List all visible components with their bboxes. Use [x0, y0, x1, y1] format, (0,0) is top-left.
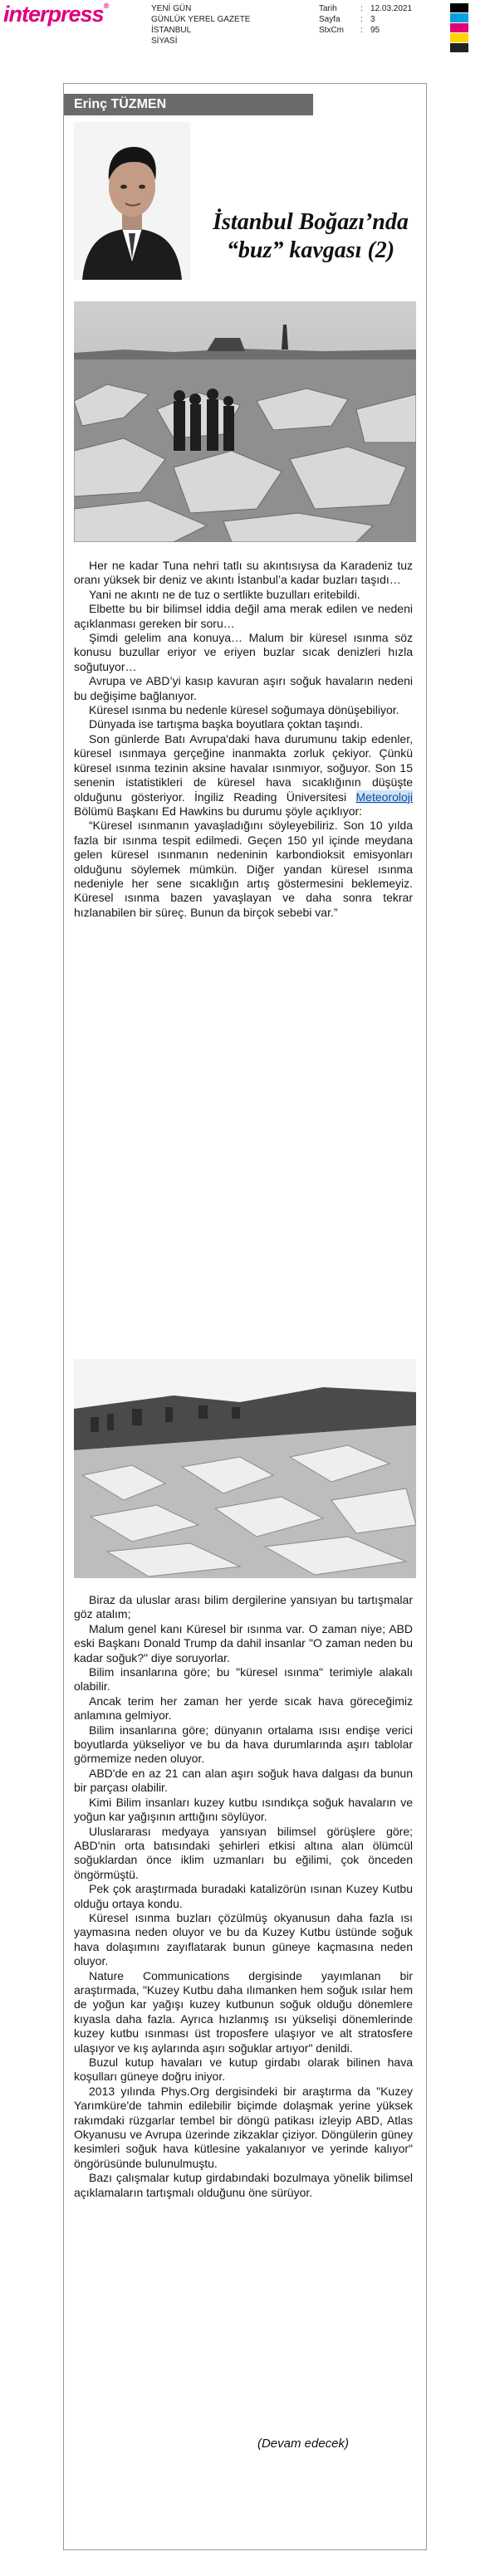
meta-row-date: Tarih : 12.03.2021 — [319, 4, 413, 13]
author-portrait — [74, 122, 190, 280]
color-swatch-strip — [450, 3, 468, 51]
publication-type: GÜNLÜK YEREL GAZETE — [151, 15, 251, 24]
title-line-2: “buz” kavgası (2) — [226, 237, 395, 263]
frozen-bosphorus-photo — [74, 301, 416, 542]
paragraph: Malum genel kanı Küresel bir ısınma var. O zaman niye; ABD eski Başkanı Donald Trump da dahil insanlar "O zaman neden bu kadar soğuk?" diye soruyorlar. — [74, 1621, 413, 1664]
paragraph: Şimdi gelelim ana konuya… Malum bir küresel ısınma söz konusu buzullar eriyor ve eriyen buzlar sıcak denizleri hızla soğutuyor… — [74, 631, 413, 673]
highlighted-term: Meteoroloji — [355, 789, 413, 804]
meta-value: 95 — [370, 26, 380, 35]
article-body-part-1 — [74, 559, 413, 920]
paragraph: Her ne kadar Tuna nehri tatlı su akıntısıysa da Karadeniz tuz oranı yüksek bir deniz ve akıntı İstanbul’a kadar buzları taşıdı… — [74, 559, 413, 587]
swatch-magenta — [450, 23, 468, 32]
swatch-cyan — [450, 13, 468, 22]
paragraph-with-highlight — [74, 732, 413, 819]
brand-mark: ® — [103, 2, 109, 10]
frozen-shore-photo — [74, 1359, 416, 1578]
author-bar — [64, 94, 313, 115]
paragraph: Bilim insanlarına göre; dünyanın ortalama ısısı endişe verici boyutlarda yükseliyor ve bu da hava durumlarında aşırı tablolar görmemize neden oluyor. — [74, 1723, 413, 1766]
paragraph: Avrupa ve ABD’yi kasıp kavuran aşırı soğuk havaların nedeni bu değişime bağlanıyor. — [74, 674, 413, 702]
paragraph: Bilim insanlarına göre; bu "küresel ısınma" terimiyle alakalı olabilir. — [74, 1665, 413, 1694]
paragraph-text: Son günlerde Batı Avrupa'daki hava durumunu takip edenler, küresel ısınmaya gerçeğine inanmakta zorluk çekiyor. Çünkü küresel ısınma tezinin aksine havalar ısınmıyor, soğuyor. Son 15 senenin istatistikleri de küresel hava sıcaklığının düşüşte olduğunu gösteriyor. İngiliz Reading Üniversitesi — [74, 731, 413, 804]
meta-label: Sayfa — [319, 15, 341, 24]
paragraph: Bazı çalışmalar kutup girdabındaki bozulmaya yönelik bilimsel açıklamaların tartışmalı olduğunu öne sürüyor. — [74, 2171, 413, 2199]
paragraph: ABD'de en az 21 can alan aşırı soğuk hava dalgası da bunun bir parçası olabilir. — [74, 1766, 413, 1795]
paragraph: Pek çok araştırmada buradaki katalizörün ısınan Kuzey Kutbu olduğu ortaya kondu. — [74, 1882, 413, 1910]
paragraph: Dünyada ise tartışma başka boyutlara çoktan taşındı. — [89, 717, 363, 731]
meta-row-stxcm: StxCm : 95 — [319, 26, 380, 35]
frozen-shore-image — [74, 1359, 416, 1578]
paragraph: Buzul kutup havaları ve kutup girdabı olarak bilinen hava koşulları güneye doğru iniyor. — [74, 2055, 413, 2084]
meta-value: 3 — [370, 15, 375, 24]
swatch-yellow — [450, 33, 468, 42]
paragraph: Nature Communications dergisinde yayımlanan bir araştırmada, "Kuzey Kutbu daha ılımanken hem soğuk ısılar hem de yoğun kar yağışı kuzey kutbunun soğuk olduğu dönemlere kıyasla daha fazla. Ayrıca hızlanmış ısı yükselişi dönemlerinde kuzey kutbu ısınması üst troposfere ulaşıyor ve alt stratosfere ulaşıyor ve kış aylarında aşırı soğuklar artıyor" denildi. — [74, 1968, 413, 2055]
clipping-meta — [319, 3, 412, 36]
to-be-continued: (Devam edecek) — [257, 2437, 349, 2451]
meta-row-page: Sayfa : 3 — [319, 15, 375, 24]
paragraph: Küresel ısınma bu nedenle küresel soğumaya dönüşebiliyor. — [89, 703, 399, 717]
author-name: Erinç TÜZMEN — [74, 97, 167, 111]
title-line-1: İstanbul Boğazı’nda — [213, 209, 409, 235]
clipping-header — [0, 0, 490, 55]
paragraph: 2013 yılında Phys.Org dergisindeki bir araştırma da "Kuzey Yarımküre'de tahmin edilebilir biçimde dolaşmak yerine yüksek rakımdaki rüzgarlar tembel bir döngü patikası izleyip ABD, Atlas Okyanusu ve Avrupa üzerinde zikzaklar çiziyor. Döngülerin güney kesimleri soğuk hava kütlesine yakalanıyor ve yerinde kalıyor" öngörüsünde bulunulmuştu. — [74, 2084, 413, 2170]
paragraph: Biraz da uluslar arası bilim dergilerine yansıyan bu tartışmalar göz atalım; — [74, 1593, 413, 1621]
paragraph: Kimi Bilim insanları kuzey kutbu ısındıkça soğuk havaların ve yoğun kar yağışının arttığını söylüyor. — [74, 1795, 413, 1824]
frozen-bosphorus-image — [74, 301, 416, 542]
swatch-black — [450, 3, 468, 12]
publication-city: İSTANBUL — [151, 26, 192, 35]
article-column — [63, 83, 427, 2550]
swatch-dark — [450, 43, 468, 52]
meta-label: Tarih — [319, 4, 337, 13]
paragraph: Uluslararası medyaya yansıyan bilimsel görüşlere göre; ABD'nin orta batısındaki şehirleri etkisi altına alan ölümcül soğuklardan önce iklim uzmanları bu eğilimi, çok önceden öngörmüştü. — [74, 1824, 413, 1881]
article-title — [198, 208, 423, 265]
brand-name: interpress — [3, 2, 104, 27]
publication-category: SİYASİ — [151, 37, 178, 46]
article-body-part-2 — [74, 1593, 413, 2200]
paragraph: Ancak terim her zaman her yerde sıcak hava göreceğimiz anlamına gelmiyor. — [74, 1694, 413, 1723]
paragraph: Yani ne akıntı ne de tuz o sertlikte buzulları eritebildi. — [89, 587, 360, 601]
author-portrait-image — [74, 122, 190, 280]
meta-label: StxCm — [319, 26, 344, 35]
publication-name: YENİ GÜN — [151, 4, 192, 13]
paragraph: Küresel ısınma buzları çözülmüş okyanusun daha fazla ısı yaymasına neden oluyor ve bu da Kuzey Kutbu üstünde soğuk hava dolaşımını zayıflatarak bunun güneye kaçmasına neden oluyor. — [74, 1910, 413, 1968]
interpress-logo — [3, 2, 108, 27]
quote-paragraph: “Küresel ısınmanın yavaşladığını söyleyebiliriz. Son 10 yılda fazla bir ısınma tespit edilmedi. Geçen 150 yıl içinde meydana gelen küresel ısınmanın nedeninin karbondioksit emisyonları olduğunu söylemek mümkün. Diğer yandan küresel ısınma nedeniyle her sene sıcaklığın artış göstermesini beklemeyiz. Küresel ısınma bazen yavaşlayan ve daha sonra tekrar hızlanabilen bir süreç. Bunun da birçok sebebi var.” — [74, 819, 413, 919]
paragraph: Elbette bu bir bilimsel iddia değil ama merak edilen ve nedeni açıklanması gereken bir soru… — [74, 602, 413, 630]
paragraph-text: Bölümü Başkanı Ed Hawkins bu durumu şöyle açıklıyor: — [74, 804, 363, 818]
meta-value: 12.03.2021 — [370, 4, 413, 13]
publication-info — [151, 3, 250, 46]
